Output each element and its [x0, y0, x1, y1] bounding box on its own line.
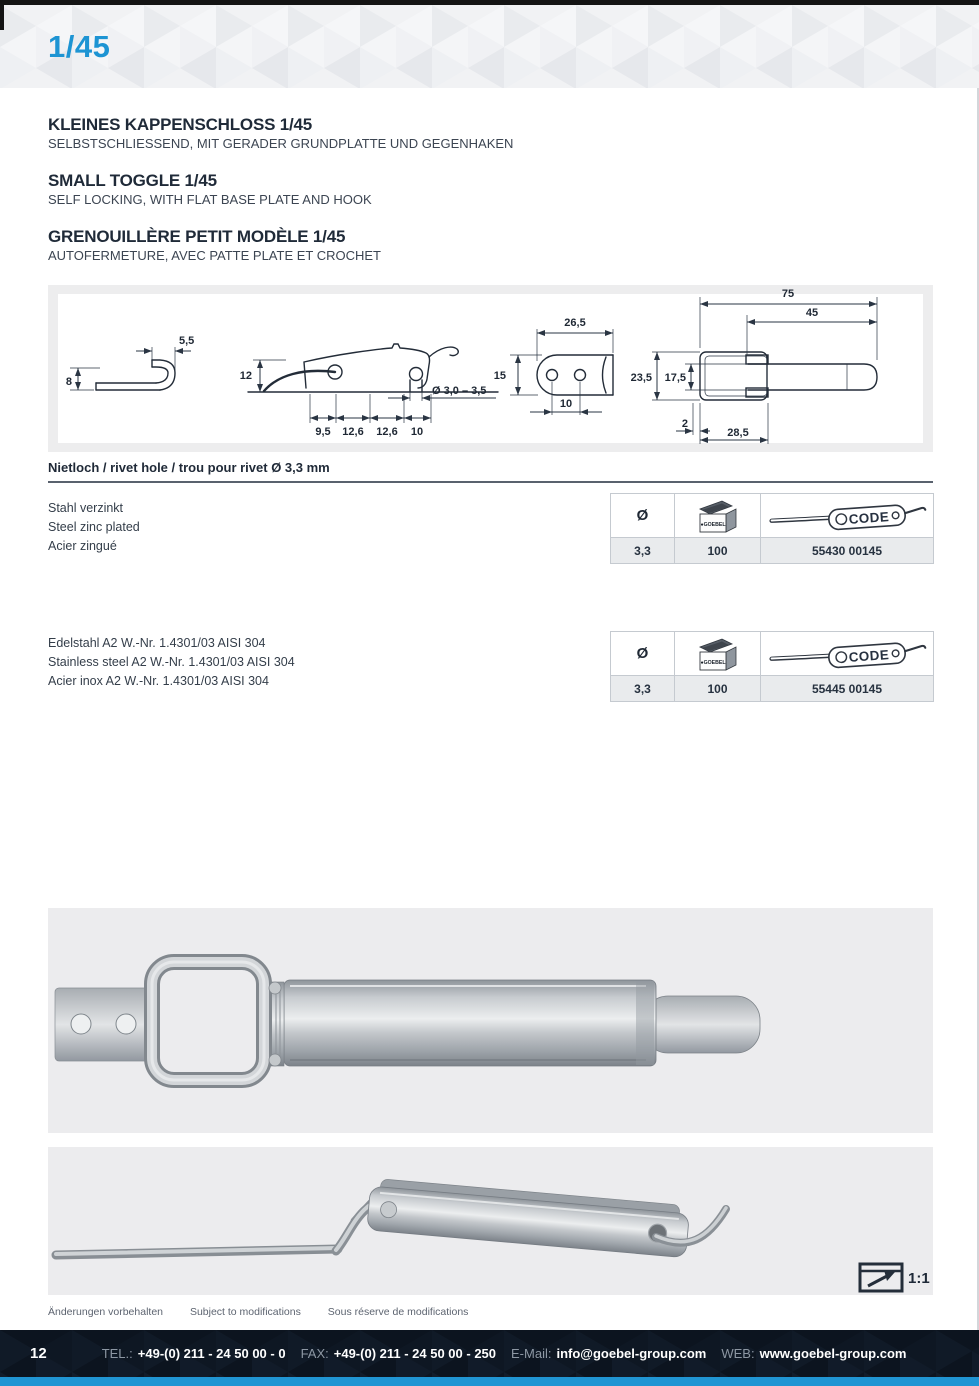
modification-notes [48, 1306, 492, 1318]
note-de: Änderungen vorbehalten [48, 1306, 164, 1318]
material-block-stainless [48, 634, 568, 691]
svg-text:45: 45 [805, 307, 819, 319]
page-code: 1/45 [48, 29, 111, 64]
svg-text:5,5: 5,5 [179, 335, 195, 347]
title-de: KLEINES KAPPENSCHLOSS 1/45 [48, 115, 313, 134]
svg-text:12,6: 12,6 [376, 426, 398, 438]
rivet-note-rule [48, 481, 933, 483]
material-line: Acier zingué [48, 539, 117, 553]
subtitle-de: SELBSTSCHLIESSEND, MIT GERADER GRUNDPLATTE UND GEGENHAKEN [48, 136, 514, 151]
material-line: Stainless steel A2 W.-Nr. 1.4301/03 AISI 304 [48, 655, 295, 669]
web-value[interactable]: www.goebel-group.com [759, 1346, 907, 1361]
product-photo-closed [48, 908, 933, 1133]
svg-text:10: 10 [559, 398, 573, 410]
svg-text:9,5: 9,5 [315, 426, 331, 438]
svg-text:26,5: 26,5 [564, 317, 586, 329]
view-latch-top [631, 288, 877, 444]
svg-text:12,6: 12,6 [342, 426, 364, 438]
view-latch-side [240, 344, 498, 438]
table-header-packaging [675, 632, 761, 676]
product-photo-open [48, 1147, 933, 1295]
title-en: SMALL TOGGLE 1/45 [48, 171, 217, 190]
material-line: Acier inox A2 W.-Nr. 1.4301/03 AISI 304 [48, 674, 269, 688]
material-line: Edelstahl A2 W.-Nr. 1.4301/03 AISI 304 [48, 636, 266, 650]
packaging-box-icon [692, 497, 744, 535]
table-header-diameter [611, 632, 675, 676]
note-en: Subject to modifications [189, 1306, 301, 1318]
footer-page-number: 12 [30, 1345, 47, 1362]
technical-drawing-svg [48, 285, 933, 452]
view-hook-side [66, 335, 194, 390]
subtitle-fr: AUTOFERMETURE, AVEC PATTE PLATE ET CROCHET [48, 248, 381, 263]
svg-text:75: 75 [781, 288, 795, 300]
cell-diameter: 3,3 [611, 538, 675, 564]
tel-value: +49-(0) 211 - 24 50 00 - 0 [137, 1346, 286, 1361]
note-fr: Sous réserve de modifications [327, 1306, 469, 1318]
scale-1to1-icon [858, 1262, 904, 1294]
svg-text:●GOEBEL: ●GOEBEL [699, 521, 726, 528]
technical-drawing [48, 285, 933, 452]
svg-text:●GOEBEL: ●GOEBEL [699, 659, 726, 666]
header-triangle-pattern [0, 5, 979, 88]
email-value[interactable]: info@goebel-group.com [556, 1346, 707, 1361]
svg-text:CODE: CODE [848, 508, 890, 527]
svg-text:2: 2 [681, 418, 688, 430]
cell-order-code: 55445 00145 [761, 676, 934, 702]
svg-text:12: 12 [239, 370, 252, 382]
svg-text:17,5: 17,5 [664, 372, 686, 384]
order-table-steel [610, 493, 934, 564]
scale-indicator [858, 1262, 930, 1294]
product-photo-open-art [48, 1147, 933, 1295]
page-header [0, 5, 979, 88]
cell-diameter: 3,3 [611, 676, 675, 702]
material-line: Steel zinc plated [48, 520, 140, 534]
scale-label: 1:1 [908, 1269, 930, 1287]
cell-pack-qty: 100 [675, 538, 761, 564]
cell-order-code: 55430 00145 [761, 538, 934, 564]
diameter-symbol: Ø [636, 645, 649, 662]
subtitle-en: SELF LOCKING, WITH FLAT BASE PLATE AND HOOK [48, 192, 372, 207]
material-line: Stahl verzinkt [48, 501, 124, 515]
svg-text:15: 15 [493, 370, 506, 382]
table-header-packaging [675, 494, 761, 538]
table-header-code [761, 494, 934, 538]
table-header-diameter [611, 494, 675, 538]
top-left-notch [0, 0, 4, 30]
product-photo-closed-art [48, 908, 933, 1133]
svg-text:23,5: 23,5 [630, 372, 652, 384]
order-table-stainless [610, 631, 934, 702]
material-block-steel [48, 499, 568, 556]
page-footer [0, 1330, 979, 1377]
code-latch-icon [763, 495, 931, 537]
view-hook-top [494, 317, 613, 415]
cell-pack-qty: 100 [675, 676, 761, 702]
rivet-note: Nietloch / rivet hole / trou pour rivet Ø 3,3 mm [48, 460, 330, 475]
svg-text:8: 8 [65, 376, 72, 388]
table-header-code [761, 632, 934, 676]
email-label: E-Mail: [511, 1346, 552, 1361]
diameter-symbol: Ø [636, 507, 649, 524]
svg-text:28,5: 28,5 [727, 427, 749, 439]
footer-contacts [102, 1346, 922, 1361]
tel-label: TEL.: [101, 1346, 133, 1361]
title-fr: GRENOUILLÈRE PETIT MODÈLE 1/45 [48, 227, 346, 246]
svg-text:10: 10 [410, 426, 424, 438]
packaging-box-icon [692, 635, 744, 673]
product-titles [48, 116, 748, 284]
fax-label: FAX: [300, 1346, 329, 1361]
svg-text:Ø 3,0 – 3,5: Ø 3,0 – 3,5 [432, 385, 487, 397]
fax-value: +49-(0) 211 - 24 50 00 - 250 [333, 1346, 497, 1361]
svg-text:CODE: CODE [848, 646, 890, 665]
footer-accent-bar [0, 1377, 979, 1386]
code-latch-icon [763, 633, 931, 675]
web-label: WEB: [721, 1346, 755, 1361]
